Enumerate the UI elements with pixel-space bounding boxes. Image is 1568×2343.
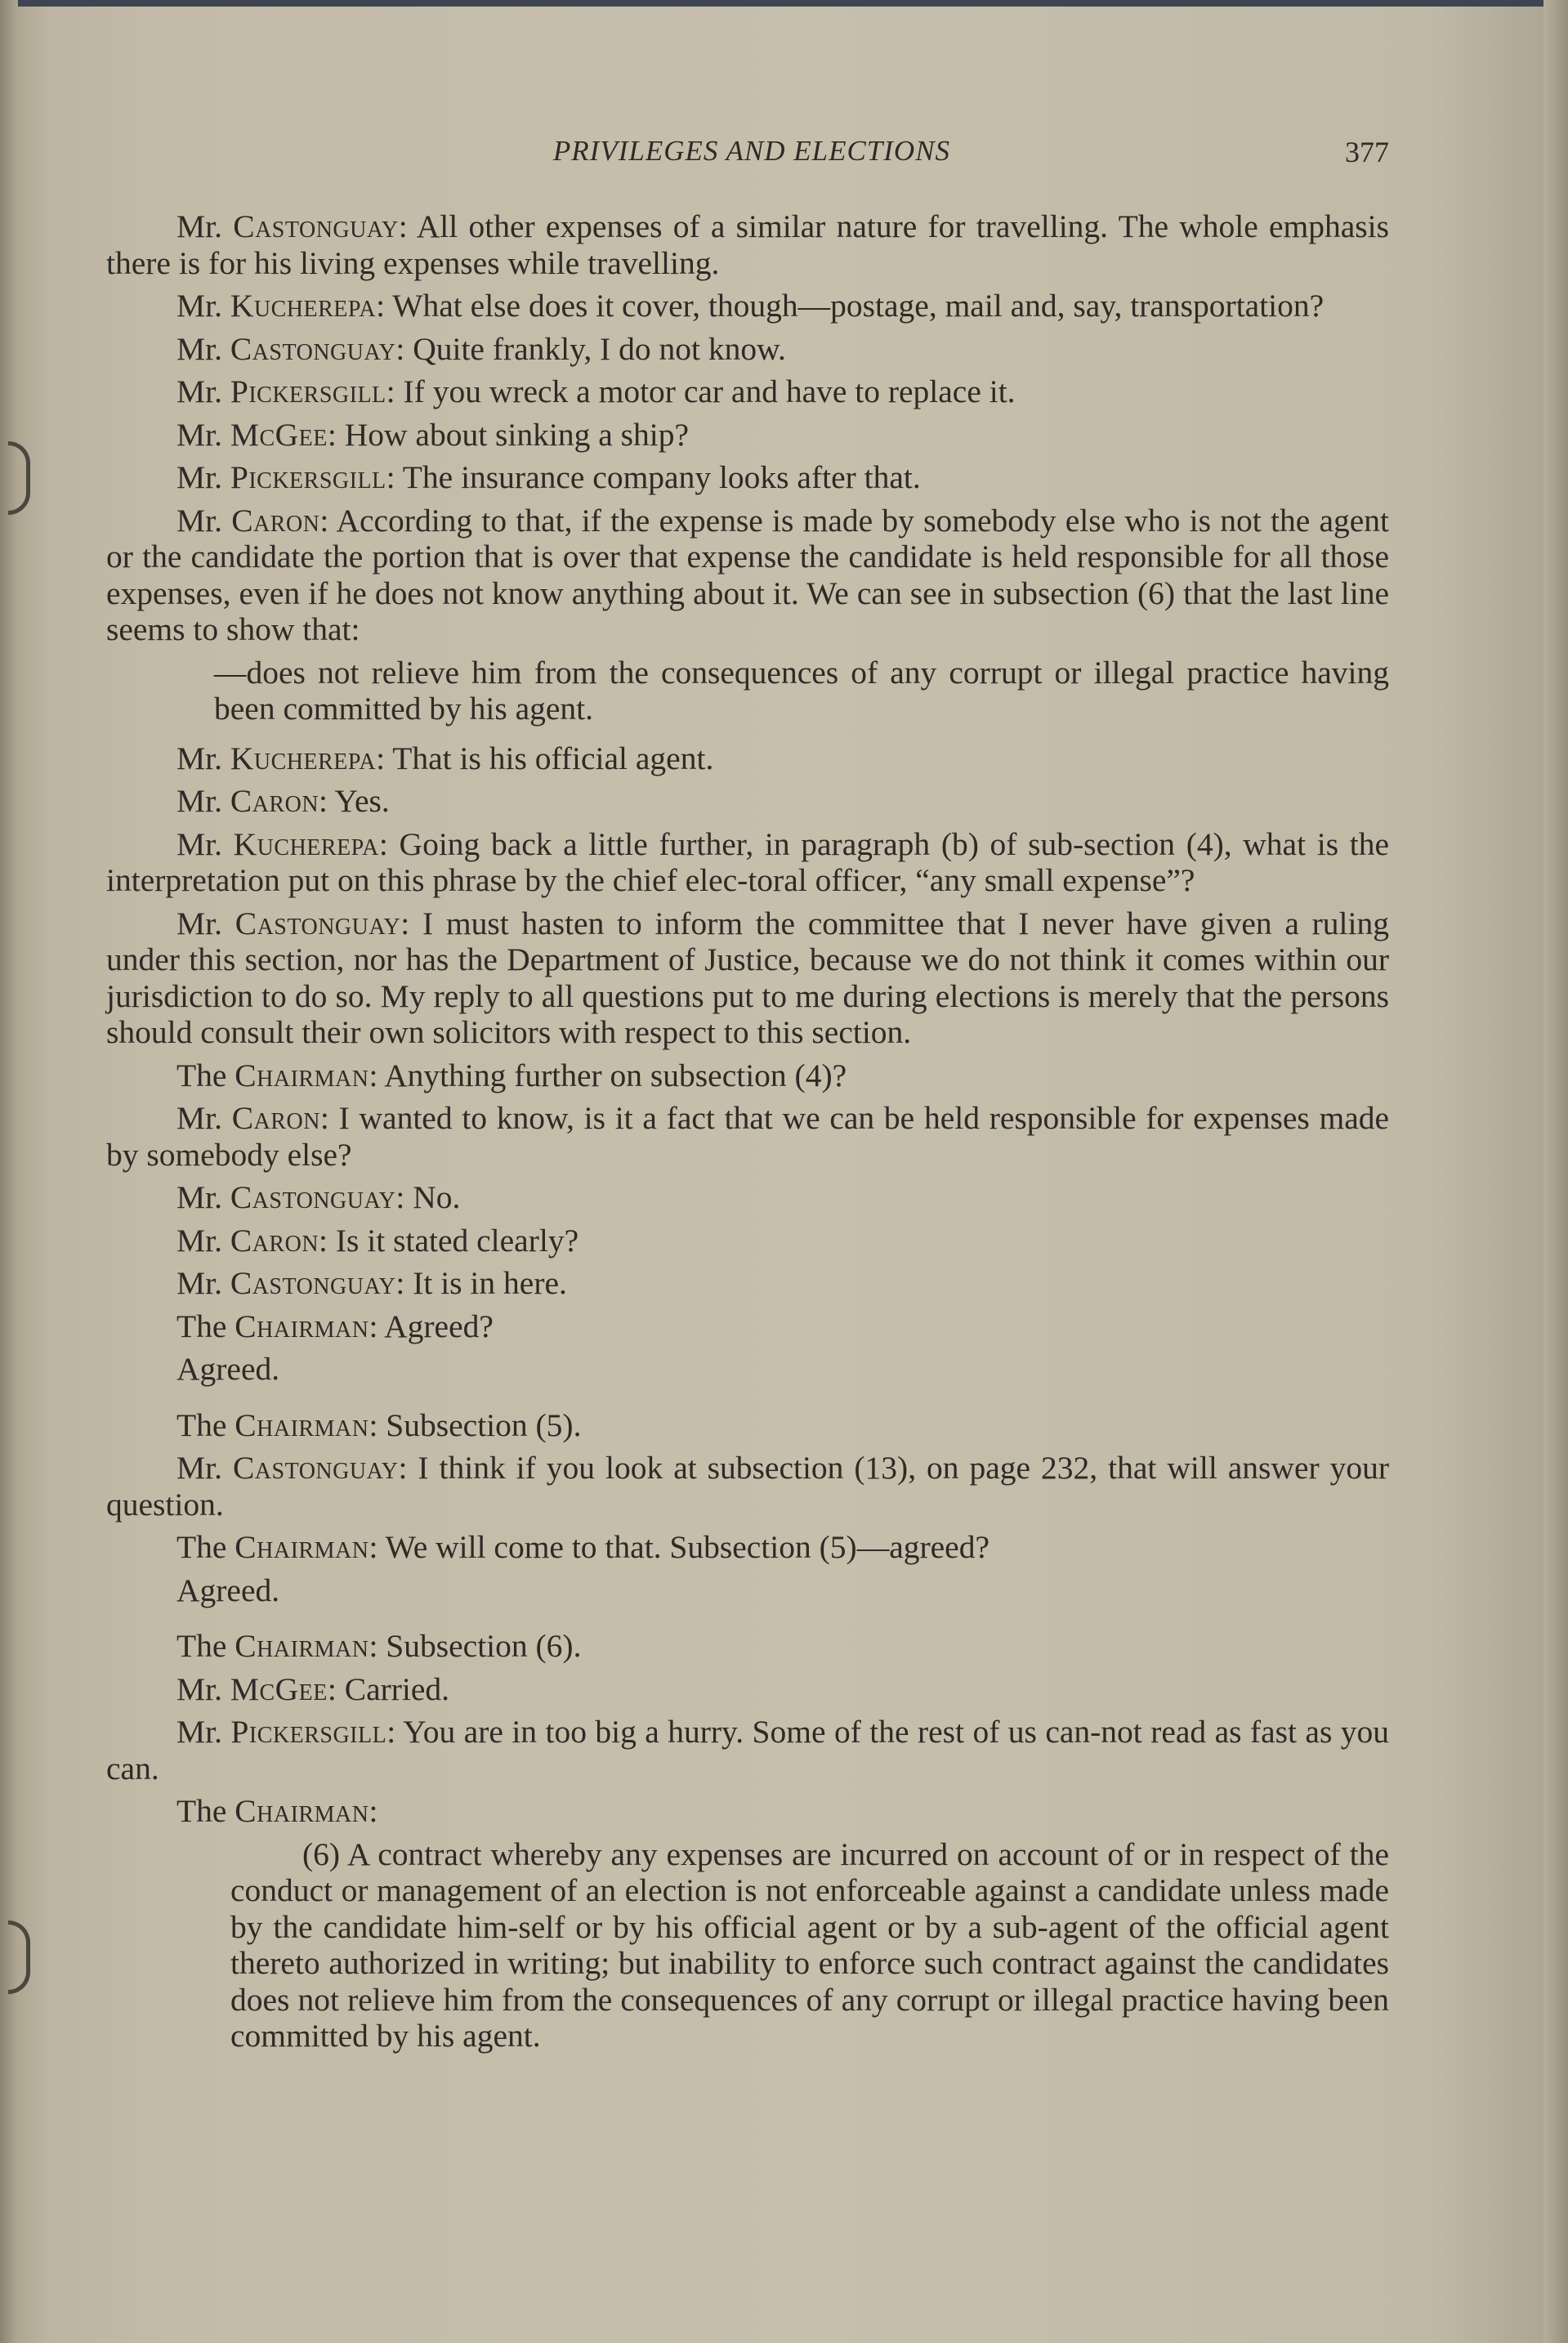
speaker-paragraph [106, 503, 1389, 648]
speaker-paragraph [106, 1450, 1389, 1523]
speaker-name: Caron [231, 1100, 320, 1136]
speaker-title: Mr. [176, 1179, 222, 1215]
speech-text: : You are in too big a hurry. Some of the rest of us can-not read as fast as you can. [106, 1714, 1390, 1786]
speaker-paragraph [106, 1529, 1389, 1566]
speaker-name: Caron [230, 1222, 319, 1259]
speaker-paragraph [106, 1308, 1389, 1345]
speaker-paragraph [106, 208, 1389, 281]
speech-text: : All other expenses of a similar nature for travelling. The whole emphasis there is for his living expenses while travelling. [106, 208, 1390, 281]
speech-text: : Subsection (5). [369, 1406, 582, 1443]
running-title: PRIVILEGES AND ELECTIONS [552, 135, 951, 167]
speaker-paragraph [106, 1265, 1389, 1302]
speech-text: : Quite frankly, I do not know. [395, 330, 786, 367]
speaker-title: Mr. [176, 288, 222, 324]
binding-hole-mark [8, 441, 30, 515]
speaker-name: McGee [230, 416, 328, 453]
speaker-title: Mr. [176, 502, 222, 539]
speaker-paragraph [106, 1100, 1389, 1173]
speaker-paragraph [106, 1628, 1389, 1665]
speaker-title: Mr. [176, 905, 222, 941]
speaker-title: Mr. [176, 1222, 222, 1259]
speaker-title: Mr. [176, 1450, 222, 1486]
speech-text: : It is in here. [395, 1265, 567, 1301]
speaker-title: The [176, 1628, 227, 1664]
speaker-name: Pickersgill [230, 1714, 387, 1750]
speaker-paragraph [106, 1671, 1389, 1708]
speaker-title: The [176, 1793, 227, 1829]
speaker-paragraph [106, 1793, 1389, 1830]
speaker-name: Caron [230, 783, 319, 819]
speech-text: : The insurance company looks after that. [386, 459, 921, 495]
speaker-title: Mr. [176, 1670, 222, 1707]
speaker-paragraph [106, 331, 1389, 368]
speech-text: : Anything further on subsection (4)? [369, 1057, 847, 1093]
speaker-name: Chairman [235, 1793, 369, 1829]
speaker-title: Mr. [176, 208, 222, 244]
speaker-paragraph [106, 288, 1389, 324]
speech-text: : [369, 1793, 378, 1829]
speaker-name: Castonguay [232, 1450, 399, 1486]
speaker-paragraph [106, 459, 1389, 496]
speaker-paragraph [106, 740, 1389, 777]
speaker-name: Castonguay [230, 1179, 396, 1215]
speaker-paragraph [106, 1714, 1389, 1786]
page-header [114, 135, 1389, 177]
quoted-passage: —does not relieve him from the consequences of any corrupt or illegal practice having been committed by his agent. [214, 654, 1389, 727]
speaker-title: The [176, 1057, 227, 1093]
section-gap [106, 1615, 1389, 1628]
speaker-paragraph [106, 783, 1389, 820]
speaker-paragraph [106, 1223, 1389, 1259]
speaker-name: Castonguay [235, 905, 401, 941]
speaker-title: Mr. [176, 330, 222, 367]
speaker-name: Pickersgill [230, 373, 386, 409]
page-number: 377 [1345, 136, 1389, 168]
speaker-name: Castonguay [233, 208, 399, 244]
speaker-title: Mr. [176, 459, 222, 495]
speech-text: : What else does it cover, though—postage, mail and, say, transportation? [376, 288, 1325, 324]
speech-text: : I think if you look at subsection (13), on page 232, that will answer your question. [106, 1450, 1389, 1523]
speaker-paragraph [106, 826, 1389, 899]
speech-text: : If you wreck a motor car and have to replace it. [386, 373, 1016, 409]
speaker-title: Mr. [176, 825, 222, 862]
speaker-name: Pickersgill [230, 459, 386, 495]
speech-text: : Is it stated clearly? [319, 1222, 579, 1259]
transcript-body [106, 208, 1389, 2055]
book-top-edge [0, 0, 1568, 7]
speaker-title: Mr. [176, 1265, 222, 1301]
agreement-line: Agreed. [176, 1572, 280, 1608]
speech-text: : Yes. [319, 783, 390, 819]
speaker-title: The [176, 1529, 227, 1565]
speech-text: : That is his official agent. [376, 740, 714, 776]
speaker-name: Chairman [235, 1628, 369, 1664]
speaker-paragraph [106, 373, 1389, 410]
section-gap [106, 1394, 1389, 1407]
speaker-paragraph [106, 1407, 1389, 1444]
speech-text: : Subsection (6). [369, 1628, 582, 1664]
statute-text: (6) A contract whereby any expenses are incurred on account of or in respect of the conduct or management of an election is not enforceable against a candidate unless made by the candidate him-self or by his official agent or by a sub-agent of the official agent thereto authorized in writing; but inability to enforce such contract against the candidates does not relieve him from the consequences of any corrupt or illegal practice having been committed by his agent. [230, 1835, 1389, 2054]
speaker-title: Mr. [176, 783, 222, 819]
binding-hole-mark [8, 1920, 30, 1994]
speaker-name: Chairman [235, 1308, 369, 1344]
speaker-paragraph [106, 905, 1389, 1051]
speech-text: : Going back a little further, in paragraph (b) of sub-section (4), what is the interpretation put on this phrase by the chief elec-toral officer, “any small expense”? [106, 825, 1389, 898]
speech-text: : I must hasten to inform the committee that I never have given a ruling under this section, nor has the Department of Justice, because we do not think it comes within our jurisdiction to do so. My reply to all questions put to me during elections is merely that the persons should consult their own solicitors with respect to this section. [106, 905, 1390, 1050]
speaker-title: Mr. [176, 373, 222, 409]
speaker-paragraph [106, 1057, 1389, 1094]
speaker-name: Chairman [235, 1057, 369, 1093]
speaker-title: Mr. [176, 1714, 222, 1750]
speech-text: : No. [395, 1179, 461, 1215]
agreement-line: Agreed. [176, 1351, 280, 1387]
speech-text: : We will come to that. Subsection (5)—agreed? [369, 1529, 989, 1565]
speech-text: : Carried. [327, 1670, 450, 1707]
speaker-title: Mr. [176, 416, 222, 453]
page-right-edge [1543, 0, 1568, 2343]
speaker-title: The [176, 1308, 227, 1344]
speaker-name: Kucherepa [230, 740, 377, 776]
speech-text: : I wanted to know, is it a fact that we can be held responsible for expenses made by somebody else? [106, 1100, 1390, 1173]
speaker-paragraph [106, 417, 1389, 454]
speaker-title: The [176, 1406, 227, 1443]
speaker-name: Chairman [235, 1406, 369, 1443]
speaker-name: Kucherepa [230, 288, 377, 324]
speaker-name: Castonguay [230, 1265, 396, 1301]
speech-text: : How about sinking a ship? [327, 416, 690, 453]
speaker-name: Castonguay [230, 330, 396, 367]
speaker-paragraph [106, 1179, 1389, 1216]
speaker-title: Mr. [176, 740, 222, 776]
speaker-title: Mr. [176, 1100, 222, 1136]
speaker-name: McGee [230, 1670, 328, 1707]
speaker-name: Kucherepa [233, 825, 379, 862]
speaker-name: Caron [231, 502, 320, 539]
speaker-name: Chairman [235, 1529, 369, 1565]
speech-text: : According to that, if the expense is made by somebody else who is not the agent or the candidate the portion that is over that expense the candidate is held responsible for all those expenses, even if he does not know anything about it. We can see in subsection (6) that the last line seems to show that: [106, 502, 1390, 647]
speech-text: : Agreed? [369, 1308, 494, 1344]
